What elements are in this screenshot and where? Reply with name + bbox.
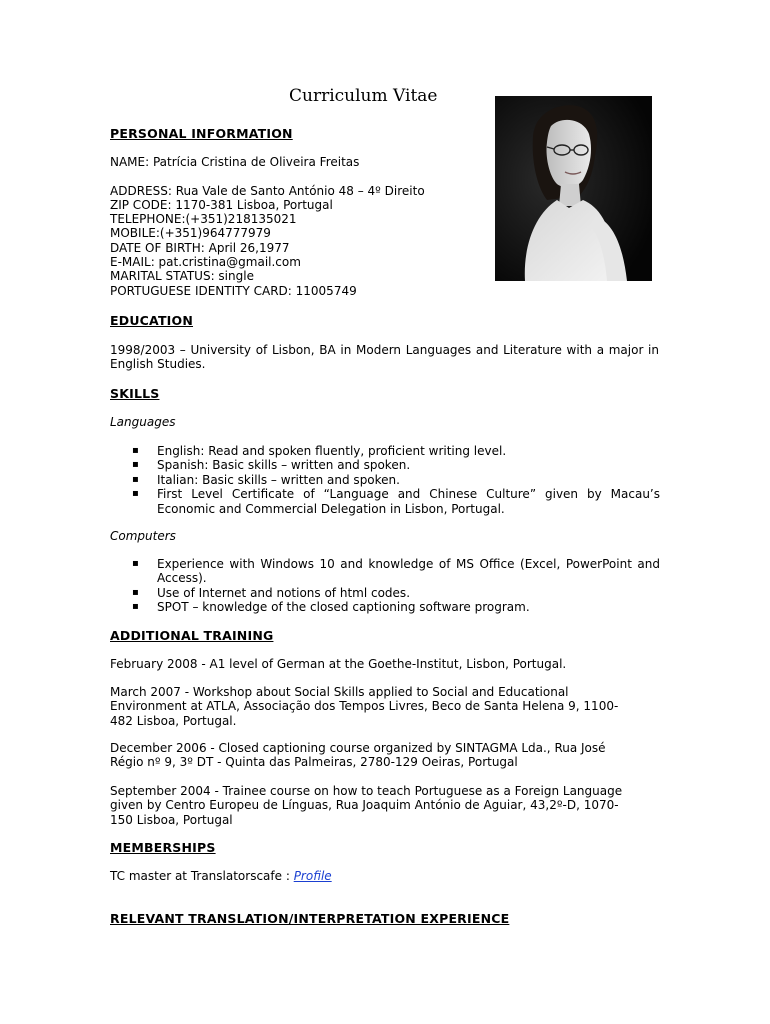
- education-text: 1998/2003 – University of Lisbon, BA in Modern Languages and Literature with a major in English Studies.: [110, 343, 659, 372]
- list-item: ▪ English: Read and spoken fluently, proficient writing level.: [132, 444, 507, 458]
- bullet-icon: ▪: [132, 488, 139, 500]
- education-heading: EDUCATION: [110, 313, 194, 328]
- personal-information-heading: PERSONAL INFORMATION: [110, 126, 293, 141]
- zip-field: ZIP CODE: 1170-381 Lisboa, Portugal: [110, 198, 333, 212]
- profile-link[interactable]: Profile: [293, 869, 332, 883]
- list-item: ▪ First Level Certificate of “Language and Chinese Culture” given by Macau’s Economic and Commercial Delegation in Lisbon, Portugal.: [132, 487, 660, 516]
- list-item: ▪ Experience with Windows 10 and knowledge of MS Office (Excel, PowerPoint and Access).: [132, 557, 660, 586]
- training-item: September 2004 - Trainee course on how to teach Portuguese as a Foreign Language given by Centro Europeu de Línguas, Rua Joaquim António de Aguiar, 43,2º-D, 1070-150 Lisboa, Portugal: [110, 784, 623, 827]
- bullet-icon: ▪: [132, 459, 139, 471]
- training-item: March 2007 - Workshop about Social Skills applied to Social and Educational Environment at ATLA, Associação dos Tempos Livres, Beco de Santa Helena 9, 1100-482 Lisboa, Portugal.: [110, 685, 619, 728]
- marital-status-field: MARITAL STATUS: single: [110, 269, 254, 283]
- translation-experience-heading: RELEVANT TRANSLATION/INTERPRETATION EXPERIENCE: [110, 911, 510, 926]
- memberships-heading: MEMBERSHIPS: [110, 840, 216, 855]
- bullet-icon: ▪: [132, 445, 139, 456]
- training-item: February 2008 - A1 level of German at the Goethe-Institut, Lisbon, Portugal.: [110, 657, 567, 671]
- identity-card-field: PORTUGUESE IDENTITY CARD: 11005749: [110, 284, 357, 298]
- languages-list: [110, 444, 660, 516]
- email-field: E-MAIL: pat.cristina@gmail.com: [110, 255, 301, 269]
- list-item: ▪ Use of Internet and notions of html codes.: [132, 585, 411, 600]
- date-of-birth-field: DATE OF BIRTH: April 26,1977: [110, 241, 290, 255]
- additional-training-heading: ADDITIONAL TRAINING: [110, 628, 274, 643]
- list-item: ▪ Spanish: Basic skills – written and spoken.: [132, 458, 411, 473]
- name-field: NAME: Patrícia Cristina de Oliveira Freitas: [110, 155, 360, 169]
- address-field: ADDRESS: Rua Vale de Santo António 48 – 4º Direito: [110, 184, 425, 198]
- computers-label: Computers: [110, 529, 176, 543]
- skills-heading: SKILLS: [110, 386, 160, 401]
- training-item: December 2006 - Closed captioning course organized by SINTAGMA Lda., Rua José Régio nº 9, 3º DT - Quinta das Palmeiras, 2780-129 Oeiras, Portugal: [110, 741, 606, 770]
- computers-list: [110, 557, 660, 615]
- membership-text: TC master at Translatorscafe : Profile: [110, 869, 332, 883]
- bullet-icon: ▪: [132, 586, 139, 598]
- bullet-icon: ▪: [132, 601, 139, 613]
- bullet-icon: ▪: [132, 558, 139, 569]
- list-item: ▪ SPOT – knowledge of the closed captioning software program.: [132, 600, 530, 615]
- page-title: Curriculum Vitae: [289, 86, 438, 106]
- profile-photo: [495, 96, 652, 281]
- list-item: ▪ Italian: Basic skills – written and spoken.: [132, 472, 400, 487]
- bullet-icon: ▪: [132, 473, 139, 485]
- languages-label: Languages: [110, 415, 176, 429]
- telephone-field: TELEPHONE:(+351)218135021: [110, 212, 297, 226]
- mobile-field: MOBILE:(+351)964777979: [110, 226, 271, 240]
